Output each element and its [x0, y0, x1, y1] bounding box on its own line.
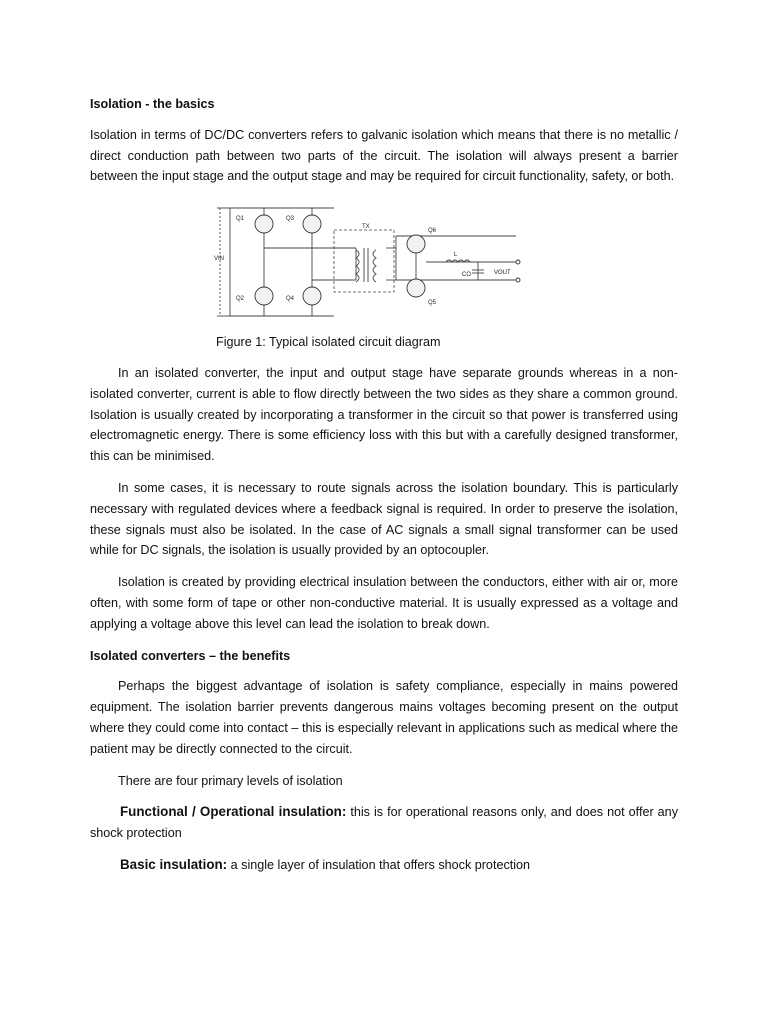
circuit-diagram [216, 198, 536, 322]
document-body [90, 94, 678, 887]
level-functional-desc: this is for operational reasons only, and does not offer any shock protection [90, 805, 678, 841]
label-q2: Q2 [236, 296, 245, 303]
level-functional-term: Functional / Operational insulation: [120, 804, 347, 820]
paragraph-signals: In some cases, it is necessary to route signals across the isolation boundary. This is particularly necessary with regulated devices where a feedback signal is required. In order to preserve the isolation, these signals must also be isolated. In the case of AC signals a small signal transformer can be used while for DC signals, the isolation is usually provided by an optocoupler. [90, 480, 678, 558]
paragraph-isolated-vs-non-isolated: In an isolated converter, the input and output stage have separate grounds whereas in a non-isolated converter, current is able to flow directly between the two sides as they share a common ground. Isolation is usually created by incorporating a transformer in the circuit so that power is transferred using electromagnetic energy. There is some efficiency loss with this but with a carefully designed transformer, this can be minimised. [90, 365, 678, 464]
level-basic [90, 855, 678, 876]
label-vin: VIN [214, 256, 225, 263]
heading-benefits: Isolated converters – the benefits [90, 648, 291, 663]
level-basic-term: Basic insulation: [120, 856, 228, 872]
circuit-figure [90, 198, 678, 324]
paragraph-safety: Perhaps the biggest advantage of isolation is safety compliance, especially in mains powered equipment. The isolation barrier prevents dangerous mains voltages becoming present on the output where they could come into contact – this is especially relevant in applications such as medical where the patient may be directly connected to the circuit. [90, 679, 678, 756]
level-functional [90, 802, 678, 844]
heading-basics: Isolation - the basics [90, 97, 215, 111]
paragraph-insulation: Isolation is created by providing electrical insulation between the conductors, either with air or, more often, with some form of tape or other non-conductive material. It is usually expressed as a voltage and applying a voltage above this level can lead the isolation to break down. [90, 575, 678, 631]
label-vout: VOUT [494, 270, 511, 277]
paragraph-intro: Isolation in terms of DC/DC converters refers to galvanic isolation which means that there is no metallic / direct conduction path between two parts of the circuit. The isolation will always present a barrier between the input stage and the output stage and may be required for circuit functionality, safety, or both. [90, 127, 678, 184]
label-q3: Q3 [286, 216, 295, 223]
label-q4: Q4 [286, 296, 295, 303]
label-q5: Q5 [428, 300, 437, 307]
figure-caption: Figure 1: Typical isolated circuit diagram [216, 335, 441, 350]
label-tx: TX [362, 224, 370, 231]
level-basic-desc: a single layer of insulation that offers shock protection [227, 857, 531, 872]
paragraph-levels: There are four primary levels of isolation [118, 773, 343, 788]
label-l: L [454, 252, 458, 259]
label-co: CO [462, 272, 471, 279]
label-q6: Q6 [428, 228, 437, 235]
label-q1: Q1 [236, 216, 245, 223]
